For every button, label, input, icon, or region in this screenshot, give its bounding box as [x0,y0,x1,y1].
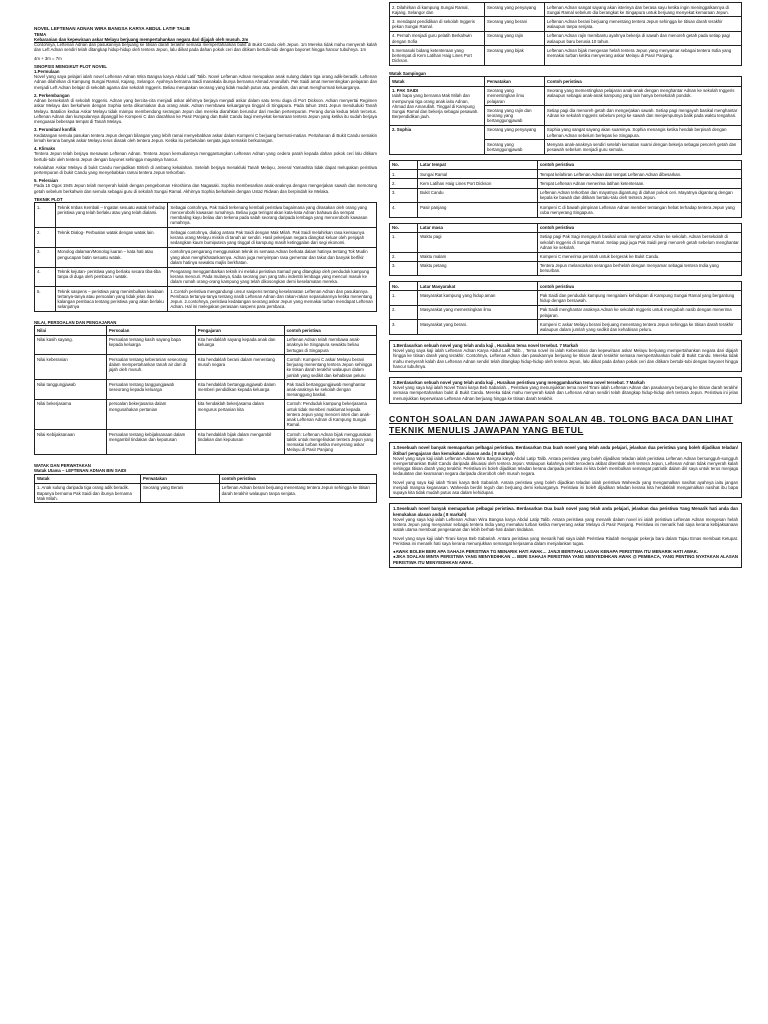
latar-tempat-header: contoh peristiwa [537,160,741,169]
table-row [35,267,377,287]
watak-title: WATAK DAN PERWATAKAN [34,463,91,469]
contoh-cell: Sebagai contohnya, dialog antara Pak Saidi dengan Mak Milah. Pak Saidi melahirkan rasa kerisaunya kerana orang Melayu miskin di tanah air sendiri. Hasil pekerjaan negara diangkut keluar oleh penjajah sedangkan kaum bumiputera yang tinggal di kampung masih ketinggalan dari segi ekonomi. [168,228,377,248]
sampingan-header: Watak [390,77,485,86]
watak-desc: Ialah bapa yang bernama Mak Milah dan mempunyai tiga orang anak iaitu Adnan, Ahmad dan Amarullah. Tinggal di Kampung Sungai Ramal dan bekerja sebagai pesawah. Berpendidikan jauh. [392,93,479,120]
latar-masa-table [389,223,742,277]
watak-table [34,474,377,504]
perkembangan-text: Adnan bersekolah di sekolah Inggeris. Adnan yang bercita-cita menjadi askar akhirnya berjaya menjadi askar dalam satu temu duga di Port Dickson. Adnan menyertai Regimen askar Melayu dan berkahwin dengan Sophia serta dikurniakan dua orang anak. Adnan membawa keluarganya tinggal di Singapura. Pada tahun 1941 Jepun menduduki Tanah Melayu. Batalion kedua Askar Melayu tidak mampu membendung serangan Jepun dan mereka diarahkan berundur dari medan pertempuran. Perang dunia kedua telah tercetus. Leftenan Adnan dan kumpulannya dipanggil ke Kompeni C dan diarahkan ke Pasir Panjang dan Bukit Candu bagi menyekat kemaraan tentera Jepun yang ketika itu sudah berjaya menguasai beberapa tempat di Tanah Melayu. [34,98,377,125]
table-row [390,179,742,188]
section-banner: CONTOH SOALAN DAN JAWAPAN SOALAN 4B. TOLONG BACA DAN LIHAT TEKNIK MENULIS JAWAPAN YANG BETUL [389,413,734,436]
perwatakan-cell: Seorang yang penyayang [485,125,545,139]
contoh-cell: contohnya pengarang menggunakan teknik ini semasa Adnan berkata dalam hatinya tentang Tok Mudin yang akan menghkhatankannya. Adnan juga menyimpan rasa gementar dan takut dan banyak berfikir dalam hatinya sewaktu majlis berkhatan. [168,247,377,267]
nilai-header: contoh peristiwa [284,326,376,335]
sampingan-title: Watak Sampingan [389,71,426,77]
permulaan-text: Novel yang saya pelajari ialah novel Leftenan Adnan Wira Bangsa karya Abdul Latif Talib. Novel Leftenan Adnan merupakan anak sulung dalam tiga orang adik-beradik. Leftenan Adnan dilahirkan di Kampung Sungai Ramal, Kajang, Selangor. Ayahnya bernama Saidi manakala ibunya bernama Ahmad Amarullah. Pak Saidi amat mementingkan pelajaran dan menjadi Left Adnan belajar di sekolah agama dan sekolah Inggeris. Beliau merupakan seorang yang tidak mudah putus asa, pendiam, dan amat menghormati keluarganya. [34,74,377,90]
table-row [35,380,377,400]
latar-masa-header: No. [390,223,418,232]
contoh-cell: Kompeni C askar Melayu berani berjuang menentang tentera Jepun sehingga ke titisan darah terakhir walaupun dalam jumlah yang sedikit dan kehabisan peluru. [537,320,741,334]
table-row [35,247,377,267]
persoalan-cell: Persoalan tentang keberanian seseorang dalam mempertahankan tanah air dari di jajah oleh musuh. [106,355,195,380]
latar-cell: Masyarakat yang berani. [418,320,538,334]
klimaks-title: 4. Klimaks [34,146,56,152]
row-number: 3. [35,247,56,267]
answer-text: Novel yang saya kaji ialah Leftenan Adnan Wira Bangsa karya Abdul Latip Talib. Antara peristiwa yang boleh dijadikan teladan ialah peristiwa Leftenan Adnan bersungguh-sungguh mempertahankan Bukit Candu daripada dikuasai oleh tentera Jepun. Walaupun kalahnya telah tercedera akibat ditembak oleh tentera Jepun, Leftenan Adnan tidak menyerah kalah sehingga titisan darah yang terakhir. Peristiwa ini boleh dijadikan teladan kerana daripada peristiwa ini kita boleh membulkan semangat patriotik dalam diri saya untuk terus menjaga kedaulatan dan keamanan negara daripada diceroboh oleh musuh negara. [393,455,738,477]
teknik-cell: Monolog dalaman/Monolog luaran – kata hati atau pengucapan batin sesuatu watak. [55,247,168,267]
pengajaran-cell: Kita hendaklah berani dalam menentang musuh negara [195,355,284,380]
answer-box-peristiwa [389,377,742,404]
contoh-cell: Tempat Leftenan Adnan menerima latihan ketenteraan. [537,179,741,188]
latar-cell: Waktu petang [418,261,538,275]
watak-name: 1. PAK SAIDI [392,88,419,94]
latar-masyarakat-header: contoh peristiwa [537,282,741,291]
contoh-cell: Pengarang menggambarkan teknik ini melalui peristiwa Samad yang ditangkap oleh penduduk kampung kerana mencuri. Pada mulanya, tiada seorang pun yang tahu indentiti lembaga yang mencuri masuk ke dalam rumah orang-orang kampung yang telah dikosongkan demi keselamatan mereka. [168,267,377,287]
contoh-cell: Leftenan Adnan rajin membantu ayahnya bekerja di sawah dan menoreh getah pada setiap pagi walaupun baru berusia 10 tahun. [544,31,741,45]
pengajaran-cell: Kita hendaklah bijak dalam mengambil tindakan dan keputusan [195,430,284,455]
answer-question: 1.Sesebuah novel banyak memaparkan pelbagai peristiwa. Berdasarkan Dua buah novel yang telah anda pelajari, jelaskan dua peristiwa Yang Menarik hati anda dan kemukakan alasan anda ( 8 markah) [393,506,738,517]
teknik-cell: Teknik Imbas Kembali – Ingatan sesuatu watak terhadap peristiwa yang telah berlaku atau yang telah dialami. [55,203,168,228]
persoalan-cell: Persoalan tentang kasih sayang bapa kepada keluarga [106,335,195,355]
answer-text: Novel yang saya kaji ialah Novel Tirani karya Beb Sabariah. , Peristiwa yang menunjukkan tema novel Tirani ialah Leftenan Adnan dan pasukannya berjuang ke titisan darah terakhir semasa mempertahankan bukit di Bukit Candu. Mereka tidak mahu menyerah kalah dan Leftenan Adnan sendiri telah ditangkap hidup-hidup oleh tentera Jepun. Peristiwa ini jelas menunjukkan keperwiraan Leftenan Adnan berjuang hingga ke titisan darah terakhir. [393,385,738,401]
tema-detail: Contohnya, Leftenan Adnan dan pasukannya berjuang ke titisan darah terakhir semasa mempertahankan bukit di Bukit Candu oleh Jepun. 1m Mereka tidak mahu menyerah kalah dan Left Adnan sendiri telah ditangkap hidup-hidup oleh tentera Jepun, lalu diikat pada dahan pokok ceri dan ditikam bertubi-tubi dengan bayonet hingga hancur tubuhnya. 1m [34,42,377,53]
answer-text: Novel yang saya kaji ialah Tirani karya Beb Sabariah. Antara peristiwa yang menarik hati saya ialah Peristiwa Riadah mengajar pekerja baru dalam Tajau Emas membuat Ketupat. Peristiwa ini menarik hati saya kerana menunjukkan semangat kerjasama dalam menjalankan tugas. [393,535,738,546]
row-number: 3. [390,320,418,334]
row-number: 2. [390,305,418,319]
tema-label: TEMA [34,31,47,37]
table-row [390,291,742,305]
sampingan-header: Perwatakan [485,77,545,86]
table-row [35,203,377,228]
latar-cell: Masyarakat kampung yang hidup aman [418,291,538,305]
teknik-plot-title: TEKNIK PLOT [34,196,63,202]
persoalan-cell: Persoalan tentang tanggungjawab seseorang kepada keluarga [106,380,195,400]
contoh-cell: Leftenan Adnan terkorban dan mayatnya digantung di dahan pokok ceri. Mayatnya digantung dengan kepala ke bawah dan ditikam bertalu-talu oleh tentera Jepun. [537,188,741,202]
table-row [390,170,742,179]
row-number: 4. [390,203,418,217]
row-number: 4. [35,267,56,287]
row-number: 2. [390,179,418,188]
row-number: 2. [390,252,418,261]
perwatakan-cell: Seorang yang bertanggungjawab [485,140,545,154]
watak-header: Perwatakan [141,474,220,483]
contoh-cell: 1.Contoh peristiwa mengandungi unsur saspens tentang keselamatan Leftenan Adnan dan pasukannya. Pembaca tertanya-tanya tentang nasib Leftenan Adnan dan rakan-rakan sepasukannya ketika menentang Jepun. 2.contohnya, peristiwa kedatangan seorang askar Jepun yang memakai turban mendapat Leftenan Adnan. Hal ini melegakan perasaan saspens para pembaca. [168,287,377,312]
latar-masyarakat-table [389,281,742,335]
latar-cell: Masyarakat yang mementingkan ilmu [418,305,538,319]
table-row [35,399,377,429]
klimaks-text: Tentera Jepun telah berjaya menawan Leftenan Adnan. Tentera Jepun kemudiannya menggantungkan Leftenan Adnan yang cedera parah kepada dahan pokok ceri lalu ditikam bertubi-tubi oleh tentera Jepun dengan bayonet sehingga mayatnya hancur. [34,151,377,162]
peleraian-title: 5. Peleraian [34,178,58,184]
nilai-cell: Nilai keberanian [35,355,107,380]
nilai-cell: Nilai bekerjasama [35,399,107,429]
contoh-cell: Pak Saidi bertanggungjawab menghantar anak-anaknya ke sekolah dengan menanggung baskal. [284,380,376,400]
latar-cell: Waktu pagi [418,232,538,252]
watak-name: 2. Sophia [392,127,412,133]
nilai-header: Persoalan [106,326,195,335]
perumitan-title: 3. Perumitan/ konflik [34,127,77,133]
perumitan-text: Kedatangan semula pasukan tentera Jepun dengan bilangan yang lebih ramai menyebabkan askar dalam Kompeni C berjuang bermati-matian. Pertahanan di Bukit Candu semakin lemah kerana banyak askar Melayu terus diasak oleh tentera Jepun. Ketika itu perbekalan senjata juga semakin berkurangan. [34,132,377,143]
latar-cell: Pasir panjang [418,203,538,217]
nilai-header: Pengajaran [195,326,284,335]
pengajaran-cell: Kita hendaklah sayang kepada anak dan keluarga [195,335,284,355]
answer-text: Novel yang saya kaji ialah Leftenan Adnan Karya Abdul Latif Talib. , Tema novel ini ialah Keberanian dan kepewiraan askar Melayu berjuang mempertahankan negara dari dijajah hingga ke titisan darah yang terakhir. Contohnya, Leftenan Adnan dan pasukannya berjuang ke titisan darah terakhir semasa mempertahankan bukit di Bukit Candu. Mereka tidak mahu menyerah kalah dan Leftenan Adnan sendiri telah ditangkap hidup-hidup oleh tentera Jepun, lalu diikat pada dahan pokok ceri dan ditikam bertubi-tubi dengan bayonet hingga hancur tubuhnya. [393,348,738,369]
persoalan-cell: persoalan bekerjasama dalam mengusahakan pertanian [106,399,195,429]
perwatakan-cell: Seorang yang Berani [141,483,220,503]
tema-text: Kebaranian dan kepewiraan askar Melayu berjuang mempertahankan negara dari dijajah oleh musuh. 2m [34,36,249,42]
perkembangan-title: 2. Perkembangan [34,92,70,98]
perwatakan-cell: Seorang yang penyayang [485,3,545,17]
nilai-cell: Nilai Kebijaksanaan [35,430,107,455]
watak-cell: 3. mendapat pendidikan di sekolah Inggeris pekan Sungai Ramal. [390,17,485,31]
row-number: 5. [35,287,56,312]
contoh-cell: Tempat kelahiran Leftenan Adnan dan tempat Leftenan Adnan dibesarkan. [537,170,741,179]
table-row [390,252,742,261]
teknik-cell: Teknik Dialog- Perbualan watak dengan watak lain. [55,228,168,248]
table-row [35,335,377,355]
watak-cell: 4. Pernah menjadi guru pelatih Berkahwin dengan Sofia [390,31,485,45]
latar-masyarakat-header: Latar Masyarakat [418,282,538,291]
row-number: 3. [390,188,418,202]
nilai-cell: Nilai tanggungjawab [35,380,107,400]
watak-utama-continued-table [389,2,742,66]
peleraian-text: Pada 15 Ogos 1945 Jepun telah menyerah kalah dengan pengeboman Hiroshima dan Nagasaki. Sophia membesarkan anak-anaknya dengan mengerjakan sawah dan memotong getah sebelum berkahwin dan semula sebagai guru di sekolah Sungai Ramal. Akhirnya Sophia berkahwin dengan Ustaz Ridwan dan berpindah ke Melaka. [34,183,377,194]
perwatakan-cell: Seorang yang berani [485,17,545,31]
sampingan-header: Contoh peristiwa [544,77,741,86]
table-row [390,17,742,31]
table-row [35,228,377,248]
latar-masa-header: Latar masa [418,223,538,232]
watak-cell [390,86,485,125]
right-column [389,2,742,568]
contoh-cell: Sophia yang sangat sayang akan suaminya. Sophia menangis ketika hendak berpisah dengan Leftenan Adnan sebelum berlepas ke Singapura. [544,125,741,139]
teknik-cell: Teknik saspens – peristiwa yang menimbulkan keadaan tertanya-tanya atau persoalan yang tidak jelas dan kalangan pembaca tentang peristiwa yang akan berlaku selanjutnya [55,287,168,312]
answer-box-teladan [389,442,742,498]
answer-question: 1.Berdasarkan sebuah novel yang telah anda kaji , Huraikan tema novel tersebut. 7 Markah [393,342,579,348]
nilai-header: Nilai [35,326,107,335]
table-row [390,125,742,139]
answer-text: Novel yang saya kaji ialah Leftenan Adnan Wira Bangsa karya Abdul Latip Talib. Antara peristiwa yang menarik dalam novel ini ialah peristiwa Leftenan Adnan mengesan helah tentera Jepun yang menyamar sebagai tentera India yang memakai turban ketika menyerang askar Melayu di Pasir Panjang. Peristiwa ini menarik hati saya kerana kebijaksanaan watak utama membuat pengesanan dan lebih berhati-hati dalam tindakan. [393,516,738,533]
latar-cell: Sungai Ramal [418,170,538,179]
row-number: 2. [35,228,56,248]
contoh-cell: Contoh: Kompeni C askar Melayu berani berjuang menentang tentera Jepun sehingga ke titisan darah terakhir walaupun dalam jumlah yang sedikit dan kehabisan peluru [284,355,376,380]
contoh-cell: Sebagai contohnya, Pak Saidi terkenang kembali peristiwa bagaimana yang dirasakan oleh orang yang mencerobohi kawasan rumahnya. Beliau juga teringat akan kata-kata Adnan bahawa dia sempat membaling kayu beliau dan terkena pada salah seorang daripada lembaga yang mencerobohi kawasan rumahnya. [168,203,377,228]
contoh-cell: Contoh: Penduduk kampung bekerjasama untuk tidak memberi maklumat kepada tentera Jepun yang menceri isteri dan anak-anak Leftenan Adnan di Kampung Sungai Ramal. [284,399,376,429]
table-row [390,3,742,17]
contoh-cell: Setiap pagi Pak Sagi mengayuh basikal untuk menghantar Adnan ke sekolah. Adnan bersekolah di sekolah Inggeris di Sungai Ramal. Setiap pagi juga Pak Saidi pergi menoreh getah sebelum menghantar Adnan ke sekolah. [537,232,741,252]
note-text: ●JIKA SOALAN MINTA PERISTIWA YANG MENYEDIHKAN … BERI SAHAJA PERISTIWA YANG MENYEDIHKAN AWAK @ PEMBACA, YANG PENTING NYATAKAN ALASAN PERISTIWA ITU MENYEDIHKAN AWAK. [393,554,738,565]
table-row [390,188,742,202]
table-row [35,483,377,503]
latar-cell: Waktu malam [418,252,538,261]
contoh-cell: Kompeni C di bawah pimpinan Leftenan Adnan member tentangan hebat terhadap tentera Jepun yang cuba menyerang Singapura. [537,203,741,217]
table-row [390,232,742,252]
answer-box-tema [389,340,742,372]
contoh-cell: Leftenan Adnan sangat sayang akan isterinya dan berasa sayu ketika ingin meninggalkannya di Sungai Ramal sebelum dia berangkat ke Singapura untuk berjuang menyekat kemaraan Jepun. [544,3,741,17]
table-row [390,46,742,66]
perwatakan-cell: Seorang yang bijak [485,46,545,66]
answer-question: 2.Berdasarkan sebuah novel yang telah anda kaji , Huraikan peristiwa yang menggambarkan tema novel tersebut. 7 Markah [393,380,645,386]
watak-subtitle: Watak Utama – LEFTENAN ADNAN BIN SAIDI [34,468,127,474]
doc-title: NOVEL LEFTENAN ADNAN WIRA BANGSA KARYA ABDUL LATIF TALIB [34,26,190,31]
contoh-cell: Leftenan Adnan berani berjuang menentang tentera Jepun sehingga ke titisan darah terakhir walaupun tanpa senjata. [219,483,376,503]
row-number: 1. [390,170,418,179]
perwatakan-cell: Seorang yang mementingkan ilmu pelajaran [485,86,545,106]
contoh-cell: Seorang yang mementingkan pelajaran anak-anak dengan menghantar Adnan ke sekolah Inggeris walaupun sebagai anak-anak kampung yang lain hanya bersekolah pondok. [544,86,741,106]
answer-box-menarik [389,503,742,567]
pengajaran-cell: kita hendaklah bekerjasama dalam mengurus pertanian kita [195,399,284,429]
answer-text: Novel yang saya kaji ialah Tirani karya Beb Sabariah. Antara peristiwa yang boleh dijadikan teladan ialah peristiwa Waheeda yang mengamalkan nasihat ayahnya iaitu jangan menjadi mangsa keganasan. Waheeda berdiri teguh dan berjuang demi keluarganya. Peristiwa ini boleh dijadikan teladan kerana kita hendaklah mengamalkan nasihat ibu bapa supaya kita tidak mudah putus asa dalam kehidupan. [393,479,738,496]
persoalan-cell: Persoalan tentang kebijaksanaan dalam mengambil tindakan dan keputusan [106,430,195,455]
contoh-cell: Leftenan Adnan telah membawa anak-anaknya ke Singapura sewaktu beliau bertugas di Singapura [284,335,376,355]
row-number: 1. [390,291,418,305]
table-row [35,287,377,312]
latar-cell: Kem Latihan Haig Lines Port Dickson [418,179,538,188]
nilai-table [34,325,377,455]
latar-masa-header: contoh peristiwa [537,223,741,232]
perwatakan-cell: Seorang yang rajin [485,31,545,45]
permulaan-title: 1.Permulaan [34,69,60,74]
contoh-cell: Tentera Jepun melancarkan serangan berhelah dengan menyamar sebagai tentera India yang bersurban. [537,261,741,275]
teknik-cell: Teknik kejutan- peristiwa yang berlaku secara tiba-tiba tanpa di duga oleh pembaca / watak. [55,267,168,287]
watak-cell [390,125,485,154]
table-row [390,305,742,319]
table-row [390,31,742,45]
table-row [35,355,377,380]
watak-cell: 2. Dilahirkan di kampung Sungai Ramal, Kajang, Selangor dan [390,3,485,17]
contoh-cell: Setiap pagi dia menoreh getah dan mengerjakan sawah. Setiap pagi mengayuh basikal menghantar Adnan ke sekolah Inggeris sebelum pergi ke sawah dan menjemputnya balik pada waktu tengahari. [544,106,741,126]
latar-masyarakat-header: No. [390,282,418,291]
contoh-cell: Leftenan Adnan berani berjuang menentang tentera Jepun sehingga ke titisan darah terakhir walaupun tanpa senjata. [544,17,741,31]
watak-header: Watak [35,474,141,483]
nilai-cell: Nilai kasih sayang. [35,335,107,355]
contoh-cell: Leftenan Adnan bijak mengesan helah tentera Jepun yang menyamar sebagai tentera India yang memakai turban ketika menyerang askar Melayu di Pasir Panjang. [544,46,741,66]
sampingan-table [389,76,742,155]
note-text: ●AWAK BOLEH BERI APA SAHAJA PERISTIWA TG MENARIK HATI AWAK… JANJI BERITAHU LASAN KENAPA PERISTIWA ITU MENARIK HATI AWAK. [393,549,699,555]
table-row [390,320,742,334]
table-row [390,203,742,217]
pengajaran-cell: Kita hendaklah bertanggungjawab dalam memberi pendidikan kepada keluarga [195,380,284,400]
watak-cell: 5.memasuki bidang ketenteraan yang bertempat di Kem Latihan Haig Lines Port Dickson. [390,46,485,66]
watak-cell: 1. Anak sulung daripada tiga orang adik beradik. Bapanya bernama Pak Saidi dan ibunya bernama Mak Milah. [35,483,141,503]
watak-header: contoh peristiwa [219,474,376,483]
latar-cell: Bukit Candu [418,188,538,202]
perwatakan-cell: Seorang yang rajin dan seorang yang bertanggungjawab [485,106,545,126]
contoh-cell: Menyara anak-anaknya sendiri setelah kematian suami dengan bekerja sebagai penoreh getah dan pesawah sebelum menjadi guru semula. [544,140,741,154]
row-number: 1. [35,203,56,228]
teknik-plot-table [34,202,377,312]
contoh-cell: Kompeni C menerima perintah untuk bergerak ke Bukit Candu. [537,252,741,261]
latar-tempat-header: No. [390,160,418,169]
contoh-cell: Pak Saidi menghantar anaknya Adnan ke sekolah Inggeris untuk mengubah nasib dengan menerima pelajaran. [537,305,741,319]
left-column [34,26,377,503]
latar-tempat-table [389,160,742,218]
table-row [35,430,377,455]
row-number: 3. [390,261,418,275]
contoh-cell: Pak Saidi dan penduduk kampung mengalami kehidupan di Kampung Sungai Ramal yang bergantung hidup dengan bersawah. [537,291,741,305]
table-row [390,261,742,275]
sinopsis-title: SINOPSIS MENGIKUT PLOT NOVEL [34,63,108,69]
answer-question: 1.Sesebuah novel banyak memaparkan pelbagai peristiwa. Berdasarkan Dua buah novel yang telah anda pelajari, jelaskan dua peristiwa yang boleh dijadikan teladan/ iktibar/ pengajaran dan kemukakan alasan anda ( 8 markah) [393,445,738,456]
nilai-title: NILAI, PERSOALAN DAN PENGAJARAN [34,320,117,326]
klimaks-text-2: Kekalahan Askar Melayu di bukit Candu menjadikan British di ambang kekalahan. Setelah berjaya menakluki Tanah Melayu, Jeneral Yamashita tidak dapat melupakan peristiwa pertempuran di bukit Candu yang menyebabkan ramai tentera Jepun terkorban. [34,164,377,175]
contoh-cell: Contoh: Leftenan Adnan bijak menggunakan taktik untuk mengelirukan tentera Jepun yang memakai turban ketika menyerang askar Melayu di Pasir Panjang [284,430,376,455]
table-row [390,86,742,106]
row-number: 1. [390,232,418,252]
latar-tempat-header: Latar tempat [418,160,538,169]
tema-score: 4m + 3m = 7m [34,55,62,61]
